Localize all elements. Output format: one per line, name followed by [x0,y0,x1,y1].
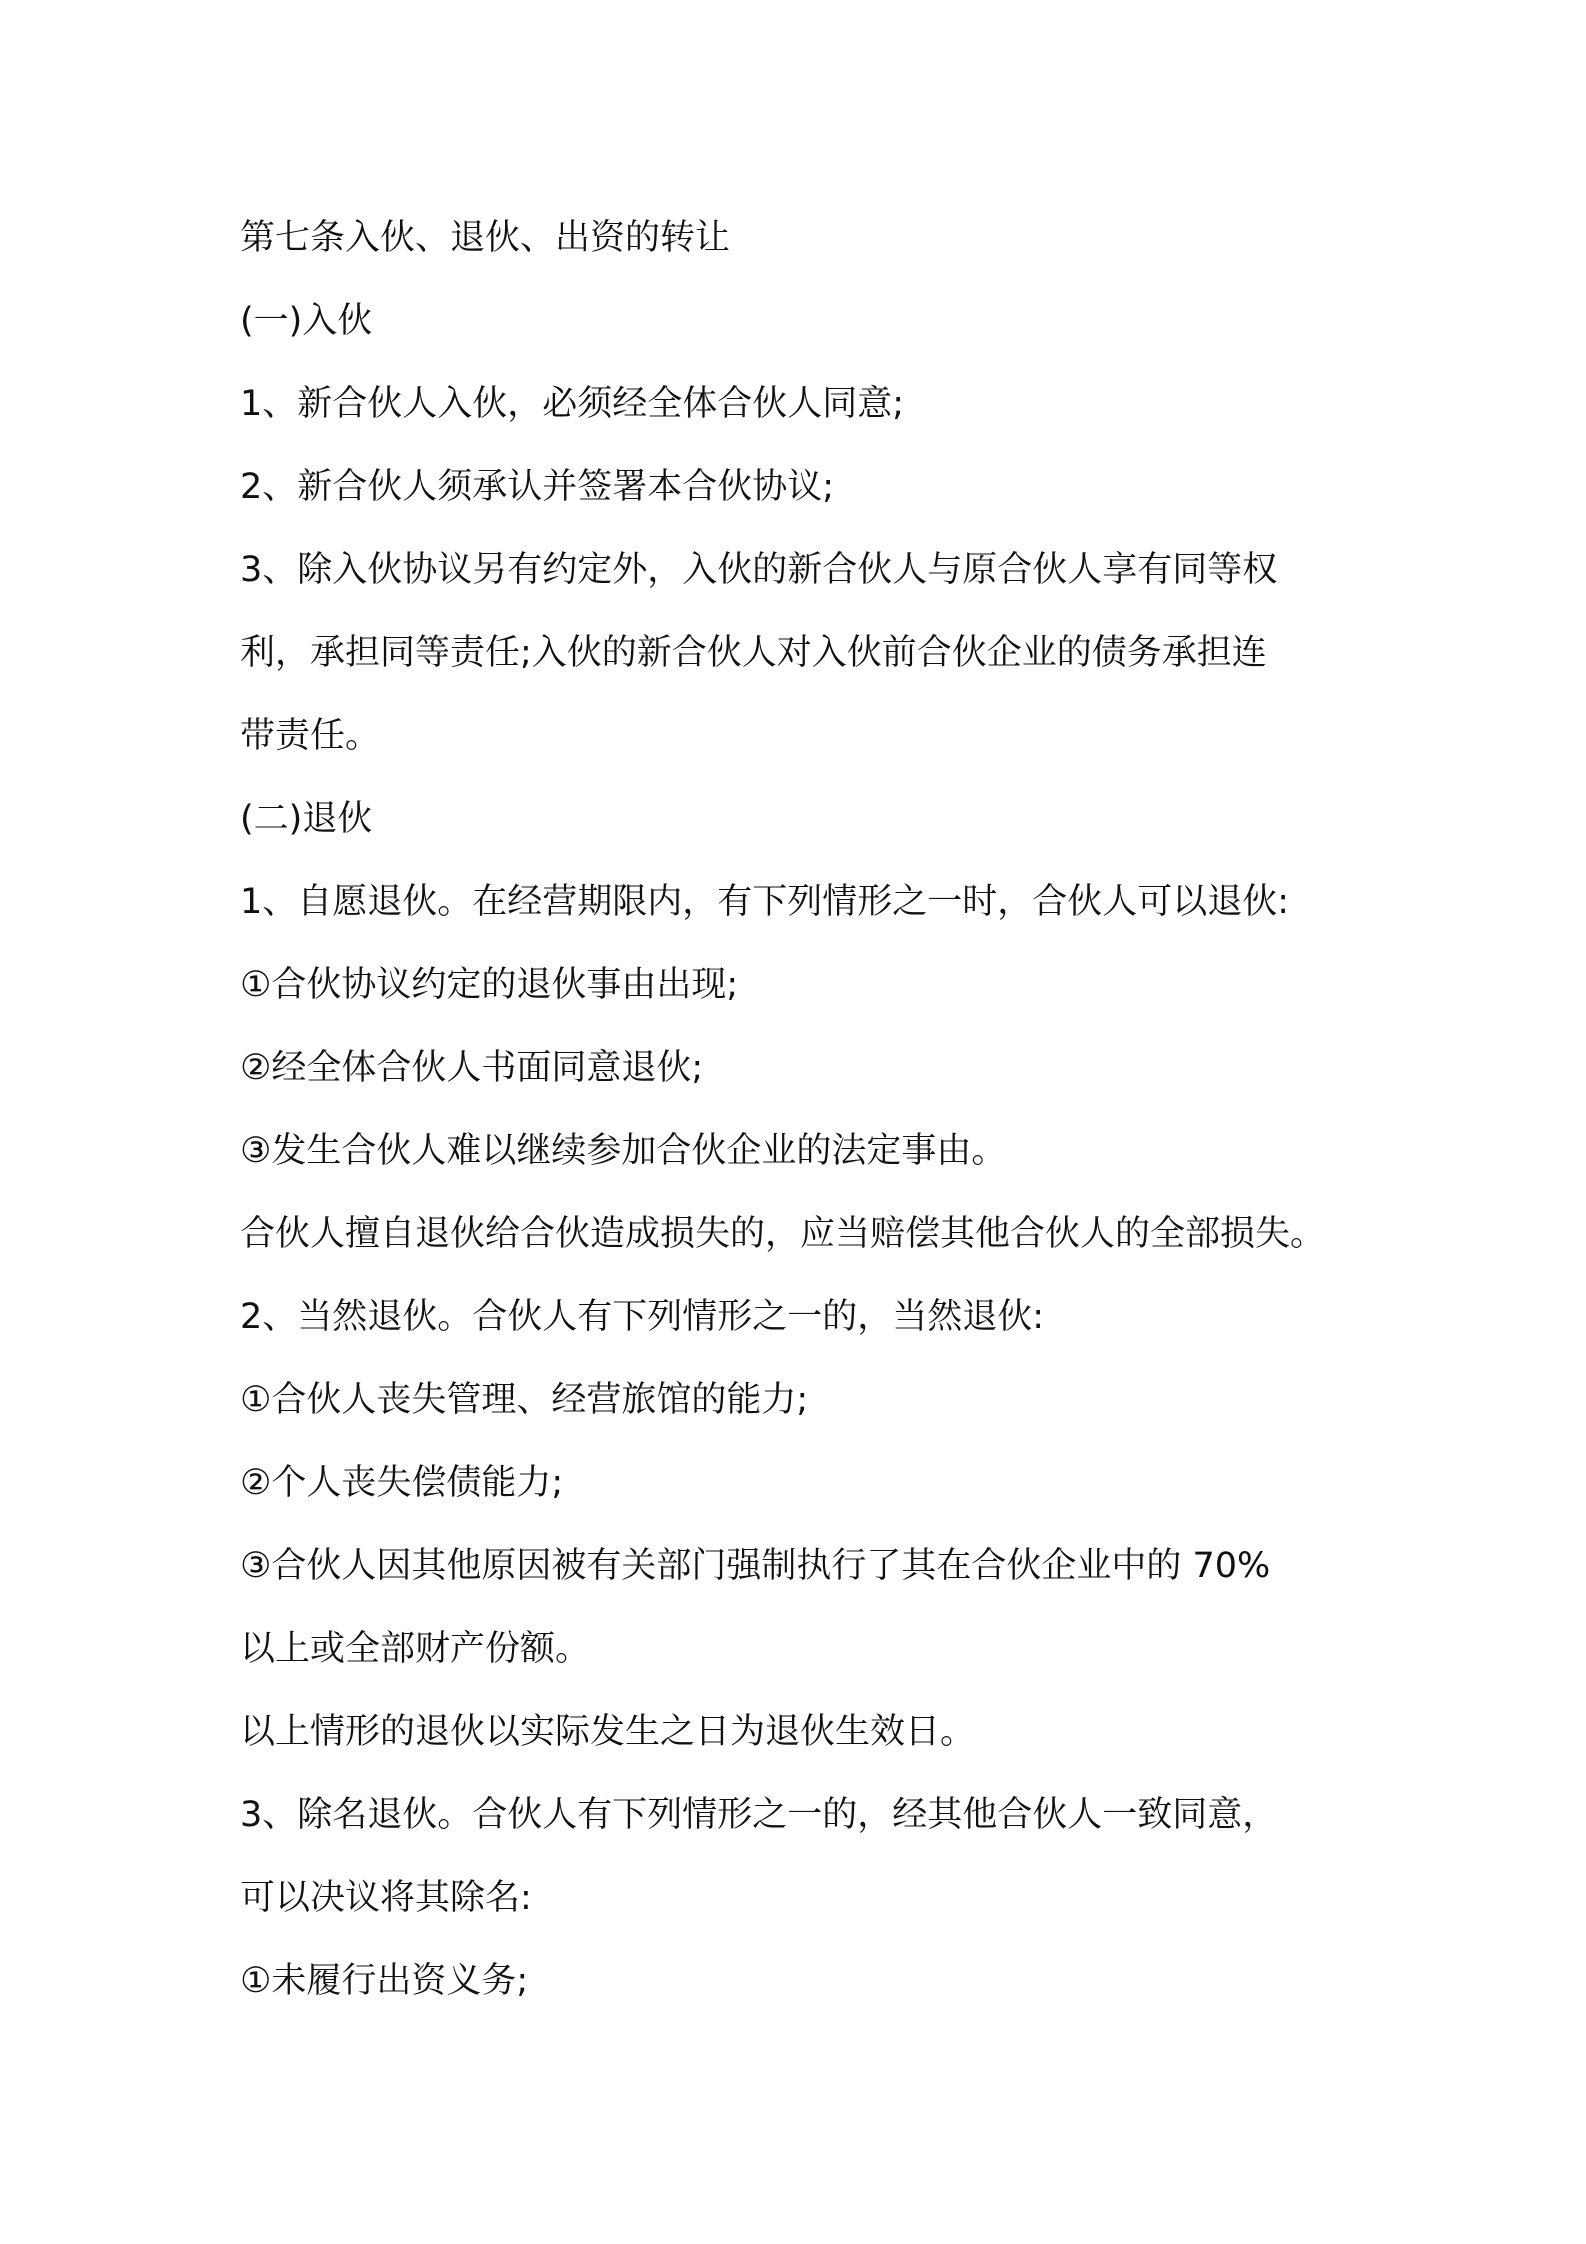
paragraph-line: 以上情形的退伙以实际发生之日为退伙生效日。 [240,1712,976,1752]
paragraph-line: 1、新合伙人入伙，必须经全体合伙人同意; [240,384,905,424]
paragraph-line: 3、除名退伙。合伙人有下列情形之一的，经其他合伙人一致同意， [240,1795,1278,1835]
paragraph-line: ③合伙人因其他原因被有关部门强制执行了其在合伙企业中的 70% [240,1546,1271,1586]
paragraph-line: 可以决议将其除名: [240,1878,532,1918]
paragraph-line: 2、新合伙人须承认并签署本合伙协议; [240,467,835,507]
document-body [240,197,1370,2023]
paragraph-line: ①合伙人丧失管理、经营旅馆的能力; [240,1380,809,1420]
paragraph-line: ①未履行出资义务; [240,1961,529,2001]
paragraph-line: 合伙人擅自退伙给合伙造成损失的，应当赔偿其他合伙人的全部损失。 [240,1214,1326,1254]
paragraph-line: 带责任。 [240,716,381,756]
section-heading-withdrawal: (二)退伙 [240,799,373,839]
paragraph-line: 3、除入伙协议另有约定外，入伙的新合伙人与原合伙人享有同等权 [240,550,1278,590]
paragraph-line: ②经全体合伙人书面同意退伙; [240,1048,704,1088]
paragraph-line: 1、自愿退伙。在经营期限内，有下列情形之一时，合伙人可以退伙: [240,882,1290,922]
paragraph-line: ①合伙协议约定的退伙事由出现; [240,965,739,1005]
paragraph-line: 2、当然退伙。合伙人有下列情形之一的，当然退伙: [240,1297,1045,1337]
article-heading: 第七条入伙、退伙、出资的转让 [240,218,731,258]
paragraph-line: 以上或全部财产份额。 [240,1629,591,1669]
paragraph-line: 利，承担同等责任;入伙的新合伙人对入伙前合伙企业的债务承担连 [240,633,1267,673]
paragraph-line: ③发生合伙人难以继续参加合伙企业的法定事由。 [240,1131,1007,1171]
paragraph-line: ②个人丧失偿债能力; [240,1463,564,1503]
section-heading-joining: (一)入伙 [240,301,373,341]
